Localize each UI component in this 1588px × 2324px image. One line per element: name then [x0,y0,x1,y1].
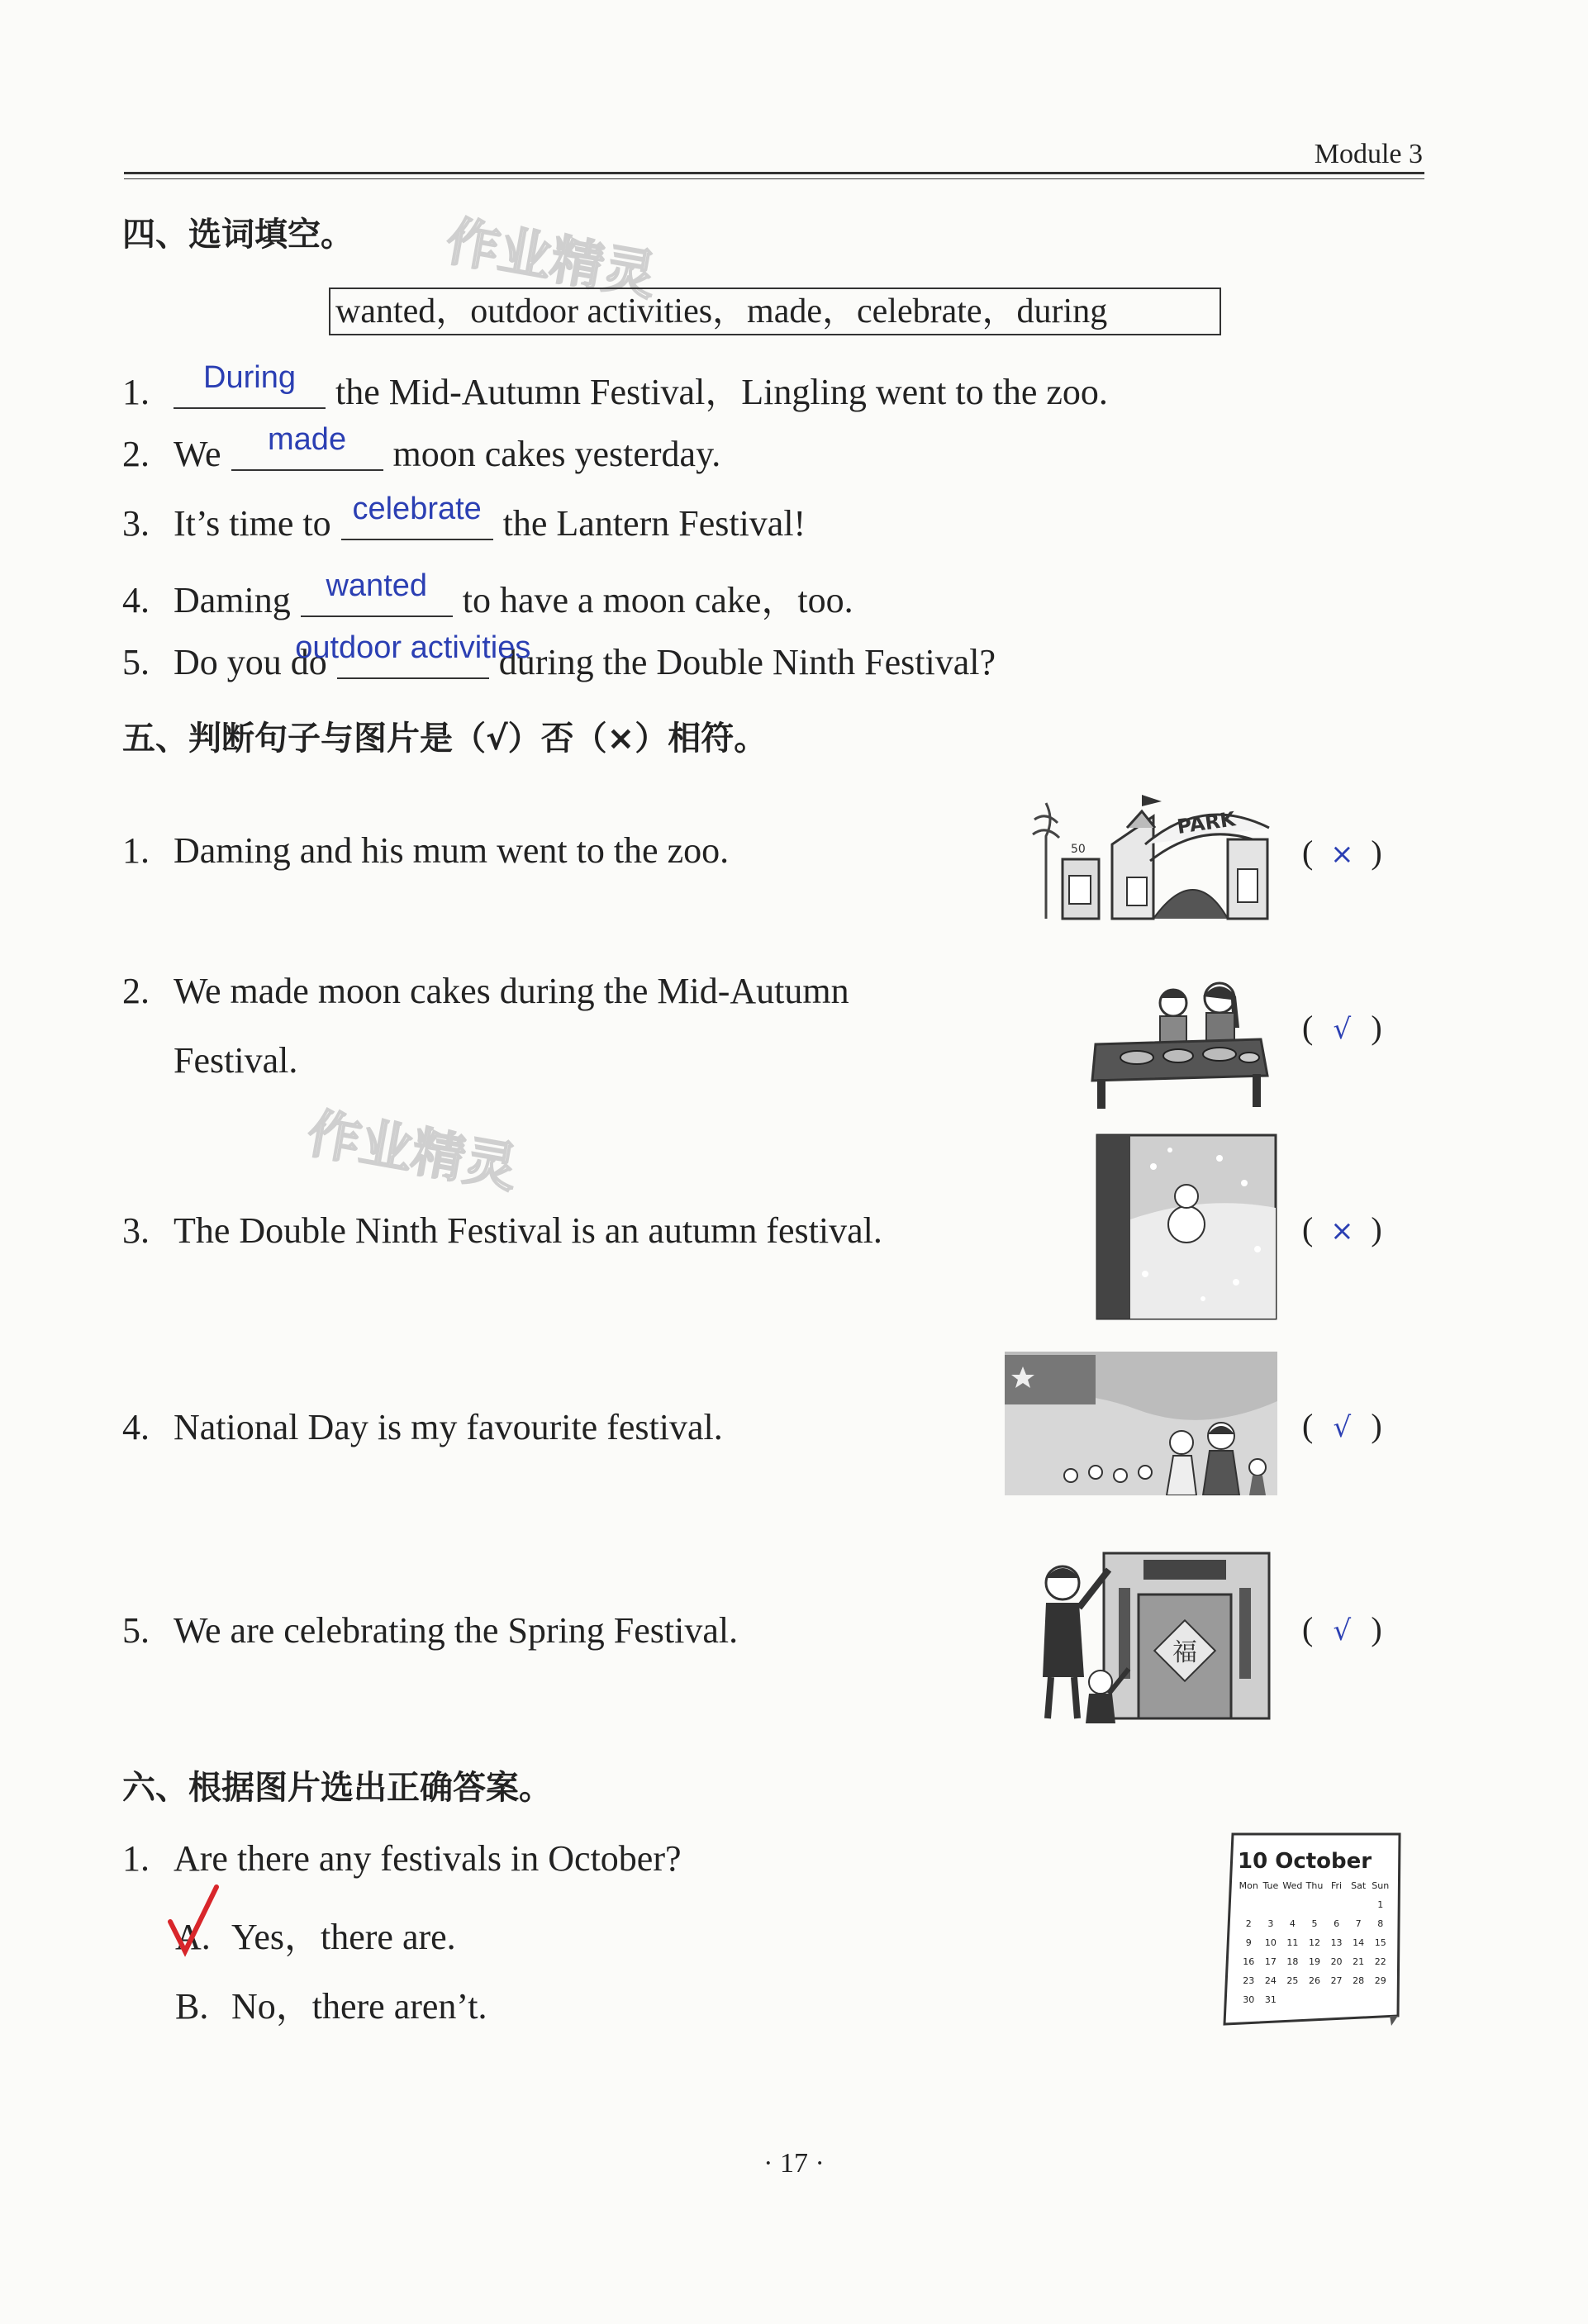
national-day-icon [1005,1352,1277,1495]
fill-item-3: 3. It’s time to celebrate the Lantern Festival! [122,492,806,544]
fill-item-1: 1. During the Mid-Autumn Festival，Lingling went to the zoo. [122,360,1108,412]
calendar-day-header: Sat [1351,1880,1367,1891]
fill-item-2: 2. We made moon cakes yesterday. [122,422,721,474]
answer-blank[interactable]: wanted [301,577,453,617]
calendar-date: 31 [1264,1994,1277,2005]
calendar-day-header: Tue [1262,1880,1279,1891]
calendar-date [1348,1994,1370,2005]
answer-bracket-1[interactable]: ( × ) [1302,834,1382,871]
answer-bracket-5[interactable]: ( √ ) [1302,1610,1382,1647]
calendar-date: 9 [1245,1937,1252,1948]
calendar-date: 30 [1243,1994,1255,2005]
section-6-title: 六、根据图片选出正确答案。 [122,1769,552,1807]
option-a[interactable]: A. Yes，there are. [175,1917,456,1957]
judge-item-5: 5. We are celebrating the Spring Festival. [122,1610,739,1651]
calendar-date [1304,1994,1326,2005]
calendar-date [1260,1899,1282,1910]
header-rule [124,172,1424,174]
calendar-date: 2 [1245,1918,1252,1929]
speed-sign: 50 [1071,843,1086,856]
calendar-day-header: Thu [1305,1880,1324,1891]
fill-item-5: 5. Do you do outdoor activities during the Double Ninth Festival? [122,630,996,682]
calendar-day-header: Mon [1239,1880,1258,1891]
calendar-date: 17 [1264,1956,1277,1967]
section-4-title: 四、选词填空。 [122,216,354,254]
judge-item-1: 1. Daming and his mum went to the zoo. [122,830,730,871]
calendar-date: 24 [1264,1975,1277,1986]
calendar-date: 26 [1308,1975,1320,1986]
calendar-date [1325,1899,1348,1910]
park-sign: PARK [1175,807,1238,839]
calendar-date: 1 [1377,1899,1384,1910]
watermark: 作业精灵 [302,1103,522,1200]
judge-item-2: 2. We made moon cakes during the Mid-Autumn [122,971,849,1011]
word-box: wanted，outdoor activities，made，celebrate，during [329,288,1221,335]
calendar-date: 4 [1289,1918,1296,1929]
calendar-date: 19 [1308,1956,1320,1967]
module-label: Module 3 [1314,139,1423,169]
calendar-date: 28 [1353,1975,1365,1986]
answer-bracket-3[interactable]: ( × ) [1302,1210,1382,1248]
calendar-date: 20 [1330,1956,1343,1967]
fill-item-4: 4. Daming wanted to have a moon cake，too. [122,568,853,620]
calendar-date [1304,1899,1326,1910]
calendar-date: 29 [1374,1975,1386,1986]
section-5-title: 五、判断句子与图片是（√）否（×）相符。 [122,720,768,758]
calendar-date [1348,1899,1370,1910]
calendar-date [1281,1994,1304,2005]
answer-blank[interactable]: celebrate [341,501,493,540]
judge-item-3: 3. The Double Ninth Festival is an autumn festival. [122,1210,882,1251]
calendar-day-header: Sun [1372,1880,1390,1891]
calendar-date [1238,1899,1260,1910]
calendar-date: 10 [1264,1937,1277,1948]
fu-character: 福 [1172,1638,1197,1667]
calendar-date: 5 [1311,1918,1318,1929]
judge-item-2-cont: Festival. [174,1040,298,1081]
calendar-date: 16 [1243,1956,1255,1967]
calendar-date: 6 [1334,1918,1340,1929]
question-1: 1. Are there any festivals in October? [122,1838,682,1879]
page-number: · 17 · [763,2148,825,2179]
calendar-title: 10 October [1238,1849,1372,1874]
calendar-day-header: Fri [1331,1880,1343,1891]
calendar-date: 21 [1353,1956,1365,1967]
calendar-date: 23 [1243,1975,1255,1986]
answer-bracket-2[interactable]: ( √ ) [1302,1009,1382,1046]
moon-cake-table-icon [1087,978,1271,1110]
calendar-date [1281,1899,1304,1910]
calendar-date [1325,1994,1348,2005]
answer-blank[interactable]: made [231,431,383,471]
judge-item-4: 4. National Day is my favourite festival. [122,1407,723,1447]
spring-festival-icon [1029,1537,1277,1735]
watermark: 作业精灵 [441,211,661,308]
calendar-date: 8 [1377,1918,1384,1929]
calendar-date: 3 [1267,1918,1274,1929]
snowman-icon [1096,1133,1277,1320]
calendar-icon [1221,1829,1401,2027]
calendar-date: 7 [1355,1918,1362,1929]
check-mark-icon [165,1884,223,1958]
calendar-date: 12 [1308,1937,1320,1948]
calendar-date: 13 [1330,1937,1343,1948]
answer-bracket-4[interactable]: ( √ ) [1302,1407,1382,1444]
calendar-date: 27 [1330,1975,1343,1986]
answer-blank[interactable]: During [174,369,326,409]
header-rule-thin [124,178,1424,179]
calendar-date [1369,1994,1391,2005]
calendar-date: 25 [1286,1975,1299,1986]
calendar-date: 22 [1374,1956,1386,1967]
calendar-date: 18 [1286,1956,1299,1967]
calendar-date: 11 [1286,1937,1299,1948]
calendar-day-header: Wed [1282,1880,1303,1891]
option-b[interactable]: B. No，there aren’t. [175,1986,487,2027]
answer-blank[interactable]: outdoor activities [337,639,489,679]
park-gate-icon [1029,787,1284,920]
calendar-date: 14 [1353,1937,1365,1948]
calendar-date: 15 [1374,1937,1386,1948]
